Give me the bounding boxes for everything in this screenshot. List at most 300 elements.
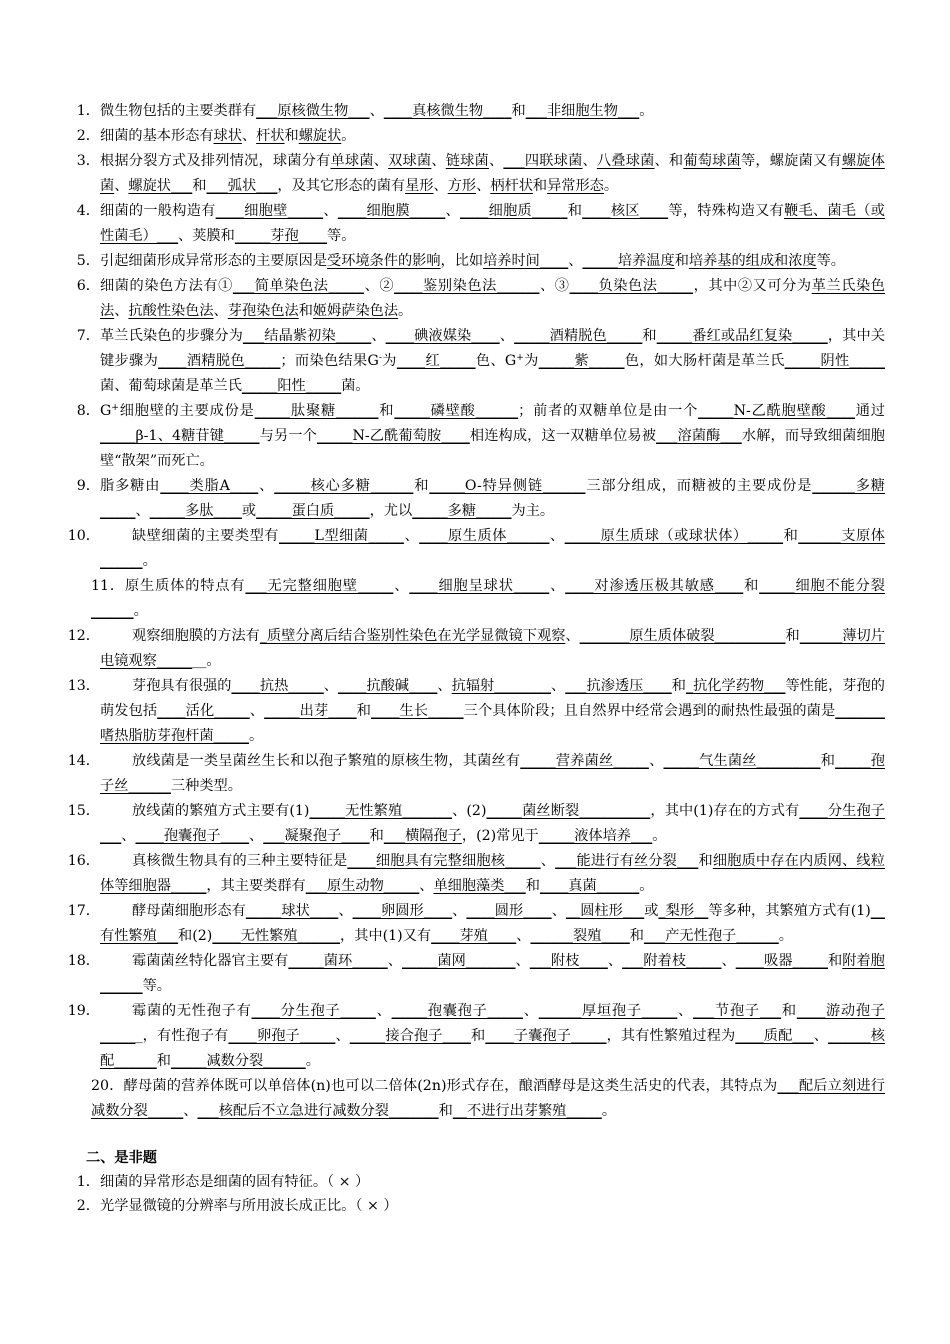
answer-blank: 八叠球菌 xyxy=(596,153,655,169)
question-text: 霉菌的无性孢子有 xyxy=(132,1003,252,1019)
question-text: 根据分裂方式及排列情况，球菌分有 xyxy=(100,153,331,169)
document-body xyxy=(67,99,885,1218)
answer-blank: _____N-乙酰葡萄胺____ xyxy=(316,428,470,444)
answer-blank: _____芽孢____ xyxy=(234,228,328,244)
answer-blank: _____紫_____ xyxy=(538,353,625,369)
question-item xyxy=(91,1074,885,1124)
question-text: ，其主要类群有 xyxy=(206,878,306,894)
question-text: 脂多糖由 xyxy=(100,478,161,494)
question-text: 、 xyxy=(183,1103,198,1119)
question-number: 5． xyxy=(76,253,100,269)
question-text: 。 xyxy=(639,878,654,894)
question-text: 观察细胞膜的方法有 xyxy=(132,628,260,644)
answer-blank: ____孢囊孢子____ xyxy=(135,828,249,844)
answer-blank: ___附着枝_____ xyxy=(622,953,722,969)
question-text: 、(2) xyxy=(451,803,487,819)
question-text: 、 xyxy=(516,928,531,944)
section-title: 二、是非题 xyxy=(86,1150,157,1166)
question-text: 和 xyxy=(828,953,843,969)
answer-blank: _____多肽____ xyxy=(149,503,242,519)
question-text: 、 xyxy=(437,678,452,694)
answer-blank: ______薄切片电镜观察_____ xyxy=(100,628,885,669)
question-text: 原生质体的特点有 xyxy=(124,578,246,594)
answer-blank: ____分生孢子___ xyxy=(100,803,885,844)
question-text: G xyxy=(100,403,112,419)
question-text: 、 xyxy=(488,153,504,169)
answer-blank: 细胞质中存在内质网、线粒体等细胞器_____ xyxy=(100,853,885,894)
question-text: 和 xyxy=(781,1003,797,1019)
question-text: 等。 xyxy=(816,253,845,269)
answer-blank: _____减数分裂______ xyxy=(170,1053,306,1069)
answer-blank: ____分生孢子_____ xyxy=(251,1003,376,1019)
question-text: _，有性孢子有 xyxy=(135,1028,229,1044)
question-item xyxy=(76,199,885,249)
question-text: 、③ xyxy=(539,278,570,294)
answer-blank: ____细胞具有完整细胞核_____ xyxy=(347,853,541,869)
answer-blank: ___原核微生物___ xyxy=(256,103,370,119)
question-text: 、 xyxy=(540,853,556,869)
question-item xyxy=(67,524,885,574)
answer-blank: _抗化学药物___ xyxy=(685,678,786,694)
question-text: 、 xyxy=(549,578,566,594)
question-text: 、 xyxy=(677,1003,693,1019)
question-item xyxy=(67,674,885,749)
question-text: 、 xyxy=(213,303,228,319)
question-text: 。 xyxy=(601,1103,617,1119)
answer-blank: _____磷壁酸______ xyxy=(394,403,519,419)
question-text: 缺壁细菌的主要类型有 xyxy=(132,528,279,544)
answer-blank: 单球菌 xyxy=(330,153,374,169)
question-text: 菌。 xyxy=(341,378,370,394)
question-text: 。 xyxy=(305,1053,320,1069)
question-text: 、 xyxy=(373,153,389,169)
question-text: 相连构成，这一双糖单位易被 xyxy=(469,428,657,444)
answer-blank: ___非细胞生物___ xyxy=(525,103,640,119)
answer-blank: 培养基的组成和浓度 xyxy=(688,253,817,269)
answer-blank: _______原生质体破裂__________ xyxy=(579,628,786,644)
question-text: 、 xyxy=(431,153,446,169)
answer-blank: ____鉴别染色法______ xyxy=(394,278,540,294)
question-item xyxy=(67,624,885,674)
answer-blank: _____酒精脱色_____ xyxy=(514,328,643,344)
answer-blank: _____O-特异侧链______ xyxy=(429,478,586,494)
question-text: ，及其它形态的菌有 xyxy=(277,178,406,194)
question-item xyxy=(67,949,885,999)
question-text: 和 xyxy=(369,828,384,844)
answer-blank: ______核配______ xyxy=(100,1028,885,1069)
question-text: 和 xyxy=(674,253,689,269)
question-number: 9． xyxy=(76,478,100,494)
question-text: 细菌的染色方法有① xyxy=(100,278,233,294)
answer-blank: ____碘液媒染____ xyxy=(385,328,500,344)
answer-blank: 球状 xyxy=(213,128,242,144)
question-number: 12． xyxy=(67,628,100,644)
question-text: 、 xyxy=(241,128,257,144)
question-text: 、 xyxy=(565,628,580,644)
answer-blank: _____出芽____ xyxy=(264,703,357,719)
answer-blank: __有性繁殖___ xyxy=(100,903,885,944)
question-text: ；前者的双糖单位是由一个 xyxy=(518,403,699,419)
answer-blank: _____核心多糖______ xyxy=(274,478,414,494)
answer-blank: ___核配后不立急进行减数分裂_______ xyxy=(197,1103,439,1119)
question-text: 和 xyxy=(567,203,583,219)
question-text: 、 xyxy=(371,328,386,344)
question-number: 1． xyxy=(76,103,100,119)
fill-in-questions xyxy=(67,99,885,1124)
question-text: 、 xyxy=(648,753,664,769)
answer-blank: ____生长_____ xyxy=(371,703,464,719)
answer-blank: 双球菌 xyxy=(388,153,432,169)
question-text: 、 xyxy=(393,578,410,594)
answer-blank: _____细胞不能分裂______ xyxy=(91,578,885,619)
answer-blank: _______嗜热脂肪芽孢杆菌_____ xyxy=(100,703,885,744)
answer-blank: ______裂殖____ xyxy=(530,928,630,944)
question-text: 和 xyxy=(378,403,395,419)
question-text: 细菌的一般构造有 xyxy=(100,203,216,219)
question-text: 、 xyxy=(476,178,491,194)
question-text: 等，特殊构造又有 xyxy=(668,203,784,219)
answer-blank: _____菌环_____ xyxy=(288,953,388,969)
answer-blank: ______支原体______ xyxy=(100,528,885,569)
question-number: 10． xyxy=(67,528,100,544)
answer-blank: ____子囊孢子_____ xyxy=(485,1028,607,1044)
answer-blank: _____阴性_____ xyxy=(784,353,885,369)
answer-blank: _____液体培养___ xyxy=(538,828,653,844)
answer-blank: ____细胞壁_____ xyxy=(215,203,324,219)
answer-blank: __不进行出芽繁殖_____ xyxy=(452,1103,602,1119)
answer-blank: 芽孢染色法 xyxy=(227,303,299,319)
question-text: ，其中(1)存在的方式有 xyxy=(650,803,800,819)
answer-blank: ____无性繁殖______ xyxy=(212,928,341,944)
question-text: 菌、葡萄球菌是革兰氏 xyxy=(100,378,242,394)
question-text: 真核微生物具有的三种主要特征是 xyxy=(132,853,348,869)
answer-blank: _____N-乙酰胞壁酸____ xyxy=(698,403,855,419)
question-text: 或 xyxy=(644,903,659,919)
question-text: 三种类型。 xyxy=(170,778,242,794)
question-text: 、② xyxy=(364,278,395,294)
answer-blank: ____芽殖____ xyxy=(431,928,517,944)
question-text: 、荚膜和 xyxy=(178,228,235,244)
question-text: 和 xyxy=(511,103,526,119)
question-text: 、 xyxy=(258,478,275,494)
question-text: 为 xyxy=(523,353,539,369)
answer-blank: _____菌丝断裂__________ xyxy=(486,803,651,819)
question-text: 、 xyxy=(387,953,402,969)
question-number: 18． xyxy=(67,953,100,969)
answer-blank: ____活化_____ xyxy=(157,703,250,719)
question-number: 17． xyxy=(67,903,100,919)
question-number: 7． xyxy=(76,328,100,344)
question-text: 为主。 xyxy=(511,503,555,519)
answer-blank: 附着胞______ xyxy=(100,953,885,994)
answer-blank: ____原生质体______ xyxy=(419,528,550,544)
question-item xyxy=(76,324,885,399)
question-text: ，其中关键步骤为 xyxy=(100,328,885,369)
answer-blank: 螺旋状 xyxy=(298,128,342,144)
answer-blank: 抗辐射________ xyxy=(451,678,551,694)
tf-item-text: 细菌的异常形态是细菌的固有特征。（ × ） xyxy=(100,1174,370,1190)
question-text: 和 xyxy=(438,1103,453,1119)
answer-blank: _梨形__ xyxy=(658,903,709,919)
question-item xyxy=(76,99,885,124)
question-text: 和 xyxy=(470,1028,486,1044)
question-text: 、 xyxy=(369,103,384,119)
question-text: 。 xyxy=(603,178,619,194)
answer-blank: 姬姆萨染色法 xyxy=(312,303,399,319)
question-number: 15． xyxy=(67,803,100,819)
answer-blank: ___四联球菌 xyxy=(503,153,583,169)
answer-blank: ____酒精脱色_____ xyxy=(158,353,281,369)
answer-blank: 链球菌 xyxy=(445,153,489,169)
tf-item xyxy=(76,1170,885,1194)
question-text: 等多种，其繁殖方式有(1) xyxy=(708,903,871,919)
question-text: 三部分组成，而糖被的主要成份是 xyxy=(585,478,813,494)
question-item xyxy=(67,999,885,1074)
question-number: 16． xyxy=(67,853,100,869)
question-text: 。 xyxy=(341,128,356,144)
question-text: 为 xyxy=(381,353,397,369)
question-text: 通过 xyxy=(854,403,885,419)
question-text: 和 xyxy=(629,928,644,944)
question-text: 、 xyxy=(813,1028,829,1044)
question-text: 和 xyxy=(785,628,800,644)
answer-blank: ____真核微生物____ xyxy=(383,103,512,119)
answer-blank: 异常形态 xyxy=(547,178,604,194)
question-text: 、 xyxy=(607,953,623,969)
question-number: 20． xyxy=(91,1078,124,1094)
question-text: 革兰氏染色的步骤分为 xyxy=(100,328,243,344)
question-text: 或 xyxy=(241,503,257,519)
answer-blank: _____原生质球（或球状体）_____ xyxy=(564,528,784,544)
question-text: 和 xyxy=(356,703,372,719)
answer-blank: _____L型细菌_____ xyxy=(278,528,404,544)
answer-blank: _____蛋白质_____ xyxy=(256,503,370,519)
question-text: 、 xyxy=(323,203,338,219)
question-text: 、 xyxy=(338,903,353,919)
question-text: 、 xyxy=(323,678,338,694)
question-text: 、 xyxy=(433,178,448,194)
answer-blank: ____红_____ xyxy=(396,353,476,369)
answer-blank: ____真菌______ xyxy=(539,878,640,894)
question-text: ，其有性繁殖过程为 xyxy=(606,1028,736,1044)
question-text: 和 xyxy=(156,1053,171,1069)
question-text: 、 xyxy=(551,678,566,694)
answer-blank: ____核区____ xyxy=(582,203,669,219)
answer-blank: _____番红或品红复染_____ xyxy=(656,328,828,344)
question-text: 和 xyxy=(284,128,299,144)
question-text: 、 xyxy=(568,253,583,269)
question-text: 、 xyxy=(375,1003,392,1019)
tf-item-number: 2． xyxy=(76,1198,100,1214)
question-text: __。 xyxy=(192,653,221,669)
answer-blank: ____细胞膜_____ xyxy=(337,203,446,219)
answer-blank: ____细胞呈球状_____ xyxy=(409,578,550,594)
question-number: 4． xyxy=(76,203,100,219)
answer-blank: 星形 xyxy=(405,178,434,194)
question-item xyxy=(76,124,885,149)
question-text: 、 xyxy=(114,178,129,194)
answer-blank: _____孢囊孢子_____ xyxy=(391,1003,524,1019)
answer-blank: ___结晶紫初染_____ xyxy=(242,328,372,344)
answer-blank: ___简单染色法_____ xyxy=(232,278,364,294)
question-text: 酵母菌的营养体既可以单倍体(n)也可以二倍体(2n)形式存在，酿酒酵母是这类生活史的代表，其特点为 xyxy=(123,1078,778,1094)
question-text: 、 xyxy=(121,828,136,844)
question-item xyxy=(76,399,885,474)
answer-blank: ___能进行有丝分裂___ xyxy=(555,853,699,869)
answer-blank: _____肽聚糖______ xyxy=(254,403,379,419)
answer-blank: 培养时间____ xyxy=(483,253,569,269)
answer-blank: __圆柱形___ xyxy=(565,903,645,919)
answer-blank: 杆状 xyxy=(256,128,285,144)
answer-blank: _____阳性_____ xyxy=(241,378,342,394)
answer-blank: 柄杆状 xyxy=(490,178,533,194)
tf-item xyxy=(76,1194,885,1218)
answer-blank: ____抗热_____ xyxy=(231,678,324,694)
question-text: 、 xyxy=(721,953,736,969)
question-number: 11． xyxy=(91,578,125,594)
question-text: 和 xyxy=(413,478,430,494)
answer-blank: ______厚垣孢子_____ xyxy=(538,1003,678,1019)
answer-blank: ____负染色法_____ xyxy=(569,278,694,294)
answer-blank: _____接合孢子____ xyxy=(349,1028,471,1044)
answer-blank: ____质配___ xyxy=(735,1028,814,1044)
question-text: 和 xyxy=(698,853,713,869)
answer-blank: ______多糖_____ xyxy=(100,478,885,519)
question-text: 引起细菌形成异常形态的主要原因是 xyxy=(100,253,328,269)
question-text: 、 xyxy=(515,953,530,969)
question-number: 14． xyxy=(67,753,100,769)
superscript: - xyxy=(378,353,382,363)
tf-item-number: 1． xyxy=(76,1174,100,1190)
answer-blank: 鞭毛、菌毛（或性菌毛）___ xyxy=(100,203,885,244)
question-text: 芽孢具有很强的 xyxy=(132,678,232,694)
question-text: 放线菌是一类呈菌丝生长和以孢子繁殖的原核生物，其菌丝有 xyxy=(132,753,521,769)
question-text: 放线菌的繁殖方式主要有(1) xyxy=(132,803,310,819)
question-text: 。 xyxy=(639,103,654,119)
answer-blank: ____吸器_____ xyxy=(735,953,829,969)
answer-blank: ____卵圆形____ xyxy=(352,903,453,919)
answer-blank: _质壁分离后结合鉴别性染色在光学显微镜下观察 xyxy=(259,628,566,644)
question-item xyxy=(67,849,885,899)
question-item xyxy=(76,474,885,524)
answer-blank: ____细胞质_____ xyxy=(460,203,568,219)
question-text: 、 xyxy=(249,828,264,844)
answer-blank: ____对渗透压极其敏感____ xyxy=(565,578,744,594)
question-text: 。 xyxy=(248,728,264,744)
answer-blank: ____游动孢子_____ xyxy=(100,1003,885,1044)
question-text: 酵母菌细胞形态有 xyxy=(132,903,246,919)
question-text: 、 xyxy=(523,1003,539,1019)
answer-blank: ____抗酸碱____ xyxy=(337,678,438,694)
answer-blank: 螺旋体菌 xyxy=(100,153,885,194)
answer-blank: _____气生菌丝_________ xyxy=(663,753,821,769)
question-text: 细胞壁的主要成份是 xyxy=(118,403,255,419)
question-text: 、 xyxy=(135,503,150,519)
question-text: 、和 xyxy=(654,153,684,169)
question-text: 和 xyxy=(642,328,657,344)
answer-blank: ____卵孢子_____ xyxy=(228,1028,336,1044)
answer-blank: _____营养菌丝_____ xyxy=(520,753,649,769)
question-text: 等。 xyxy=(327,228,356,244)
question-text: ；而染色结果G xyxy=(280,353,379,369)
answer-blank: ___横隔孢子 xyxy=(383,828,462,844)
question-text: 。 xyxy=(142,553,157,569)
question-number: 6． xyxy=(76,278,100,294)
question-text: 色，如大肠杆菌是革兰氏 xyxy=(624,353,785,369)
question-text: 色、G xyxy=(475,353,517,369)
answer-blank: ___溶菌酶___ xyxy=(656,428,742,444)
question-number: 8． xyxy=(76,403,100,419)
question-number: 3． xyxy=(76,153,100,169)
answer-blank: _____孢子丝______ xyxy=(100,753,885,794)
question-text: 和 xyxy=(743,578,760,594)
answer-blank: ___配后立刻进行减数分裂_____ xyxy=(91,1078,885,1119)
question-number: 13． xyxy=(67,678,100,694)
question-text: 等，螺旋菌又有 xyxy=(740,153,842,169)
question-text: 。 xyxy=(778,928,793,944)
question-text: 、 xyxy=(582,153,597,169)
question-text: 细菌的基本形态有 xyxy=(100,128,214,144)
question-text: 、 xyxy=(114,303,129,319)
question-text: 和 xyxy=(532,178,548,194)
true-false-questions xyxy=(76,1170,885,1218)
answer-blank: 单细胞藻类___ xyxy=(433,878,526,894)
answer-blank: 葡萄球菌 xyxy=(683,153,741,169)
answer-blank: 抗酸性染色法 xyxy=(128,303,214,319)
answer-blank: 受环境条件的影响 xyxy=(327,253,441,269)
question-text: 和 xyxy=(820,753,836,769)
answer-blank: ____圆形____ xyxy=(466,903,552,919)
question-text: ，其中②又可分为 xyxy=(693,278,812,294)
question-text: 、 xyxy=(445,203,460,219)
question-text: 和 xyxy=(671,678,686,694)
question-item xyxy=(67,799,885,849)
question-text: 。 xyxy=(398,303,413,319)
question-text: ，(2)常见于 xyxy=(461,828,539,844)
answer-blank: _____菌网_______ xyxy=(401,953,516,969)
question-text: 水解，而导致细菌细胞壁“散架”而死亡。 xyxy=(100,428,885,469)
question-number: 19． xyxy=(67,1003,100,1019)
question-text: 等。 xyxy=(142,978,171,994)
question-text: 与另一个 xyxy=(259,428,317,444)
answer-blank: ___节孢子___ xyxy=(692,1003,782,1019)
question-text: ，其中(1)又有 xyxy=(340,928,432,944)
question-item xyxy=(67,899,885,949)
question-text: 。 xyxy=(133,603,148,619)
answer-blank: ___凝聚孢子____ xyxy=(263,828,370,844)
question-text: 和 xyxy=(192,178,207,194)
question-text: 、 xyxy=(551,903,566,919)
answer-blank: ____类脂A____ xyxy=(160,478,259,494)
answer-blank: 方形 xyxy=(447,178,477,194)
question-text: 、 xyxy=(499,328,515,344)
superscript: + xyxy=(111,403,119,413)
question-text: 、 xyxy=(452,903,467,919)
question-item xyxy=(76,149,885,199)
question-item xyxy=(76,249,885,274)
question-item xyxy=(76,274,885,324)
question-text: 和 xyxy=(298,303,313,319)
answer-blank: 螺旋状___ xyxy=(128,178,193,194)
question-text: 、 xyxy=(549,528,565,544)
answer-blank: _____多糖_____ xyxy=(412,503,512,519)
answer-blank: _____β-1、4糖苷键_____ xyxy=(100,428,260,444)
answer-blank: _____无性繁殖_______ xyxy=(309,803,452,819)
answer-blank: ___弧状___ xyxy=(206,178,278,194)
answer-blank: ___原生动物_____ xyxy=(305,878,420,894)
question-text: ，尤以 xyxy=(369,503,413,519)
question-text: 、 xyxy=(249,703,265,719)
